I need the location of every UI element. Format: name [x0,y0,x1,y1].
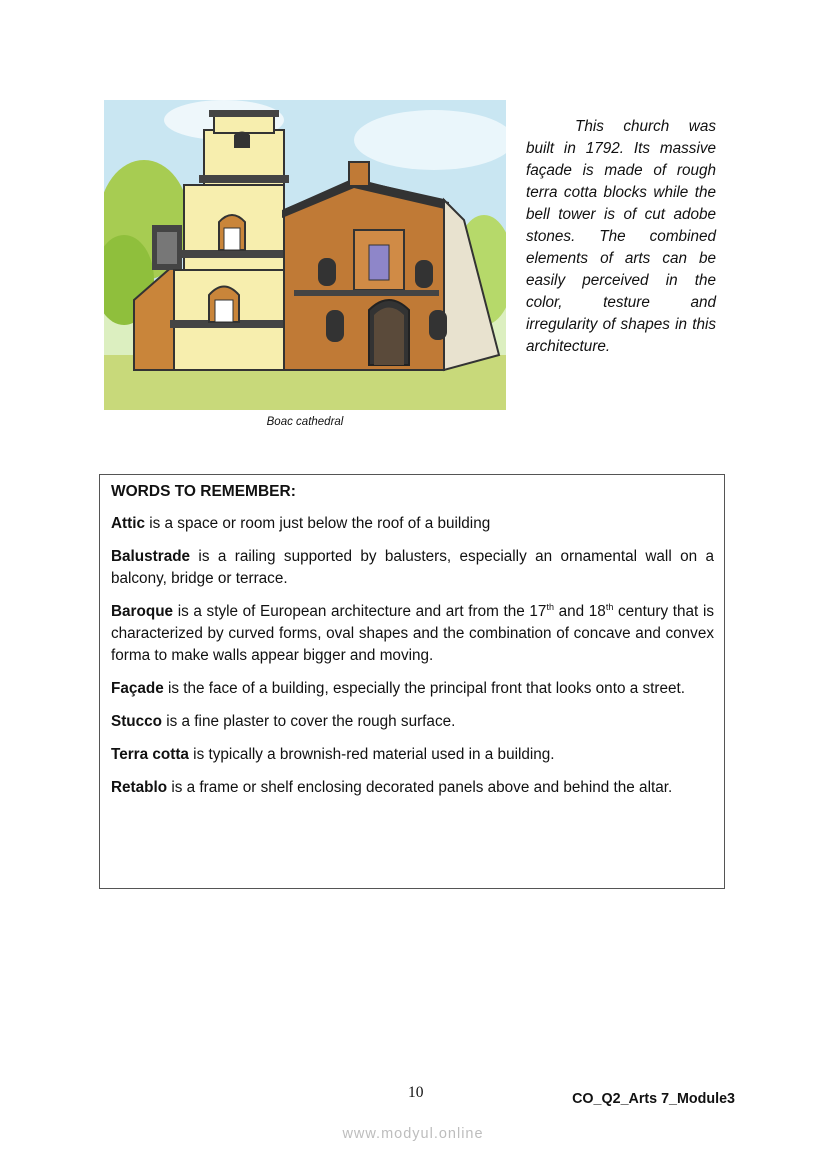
term: Attic [111,515,145,532]
watermark-url: www.modyul.online [342,1126,484,1142]
page-number: 10 [408,1084,424,1101]
definition-part: is a style of European architecture and art from the 17 [173,603,547,620]
term: Stucco [111,713,162,730]
definition: is a fine plaster to cover the rough surface. [162,713,456,730]
definition: is the face of a building, especially the principal front that looks onto a street. [163,680,685,697]
superscript: th [605,601,614,612]
definition-retablo [111,777,714,799]
church-illustration [104,100,506,410]
term: Façade [111,680,164,697]
words-to-remember-box [99,474,725,889]
superscript: th [546,601,554,612]
definition-attic [111,513,714,535]
term: Retablo [111,779,168,796]
definition-stucco [111,711,714,733]
figure-caption: Boac cathedral [266,416,344,428]
definition-baroque [111,601,714,667]
box-title: WORDS TO REMEMBER: [111,483,296,500]
definition-terra-cotta [111,744,714,766]
definition: is a frame or shelf enclosing decorated panels above and behind the altar. [167,779,673,796]
church-description: This church was built in 1792. Its massive façade is made of rough terra cotta blocks while the bell tower is of cut adobe stones. The combined elements of arts can be easily perceived in the color, testure and irregularity of shapes in this architecture. [526,118,716,355]
term: Balustrade [111,548,191,565]
definition-facade [111,678,714,700]
term: Terra cotta [111,746,189,763]
definition-balustrade [111,546,714,590]
definition-part: century that is characterized by curved forms, oval shapes and the combination of concave and convex forma to make walls appear bigger and moving. [111,603,714,664]
definition: is typically a brownish-red material used in a building. [188,746,555,763]
term: Baroque [111,603,174,620]
definition: is a railing supported by balusters, especially an ornamental wall on a balcony, bridge or terrace. [111,548,714,587]
module-label: CO_Q2_Arts 7_Module3 [572,1091,735,1107]
definition: is a space or room just below the roof of a building [145,515,491,532]
definition-part: and 18 [553,603,606,620]
